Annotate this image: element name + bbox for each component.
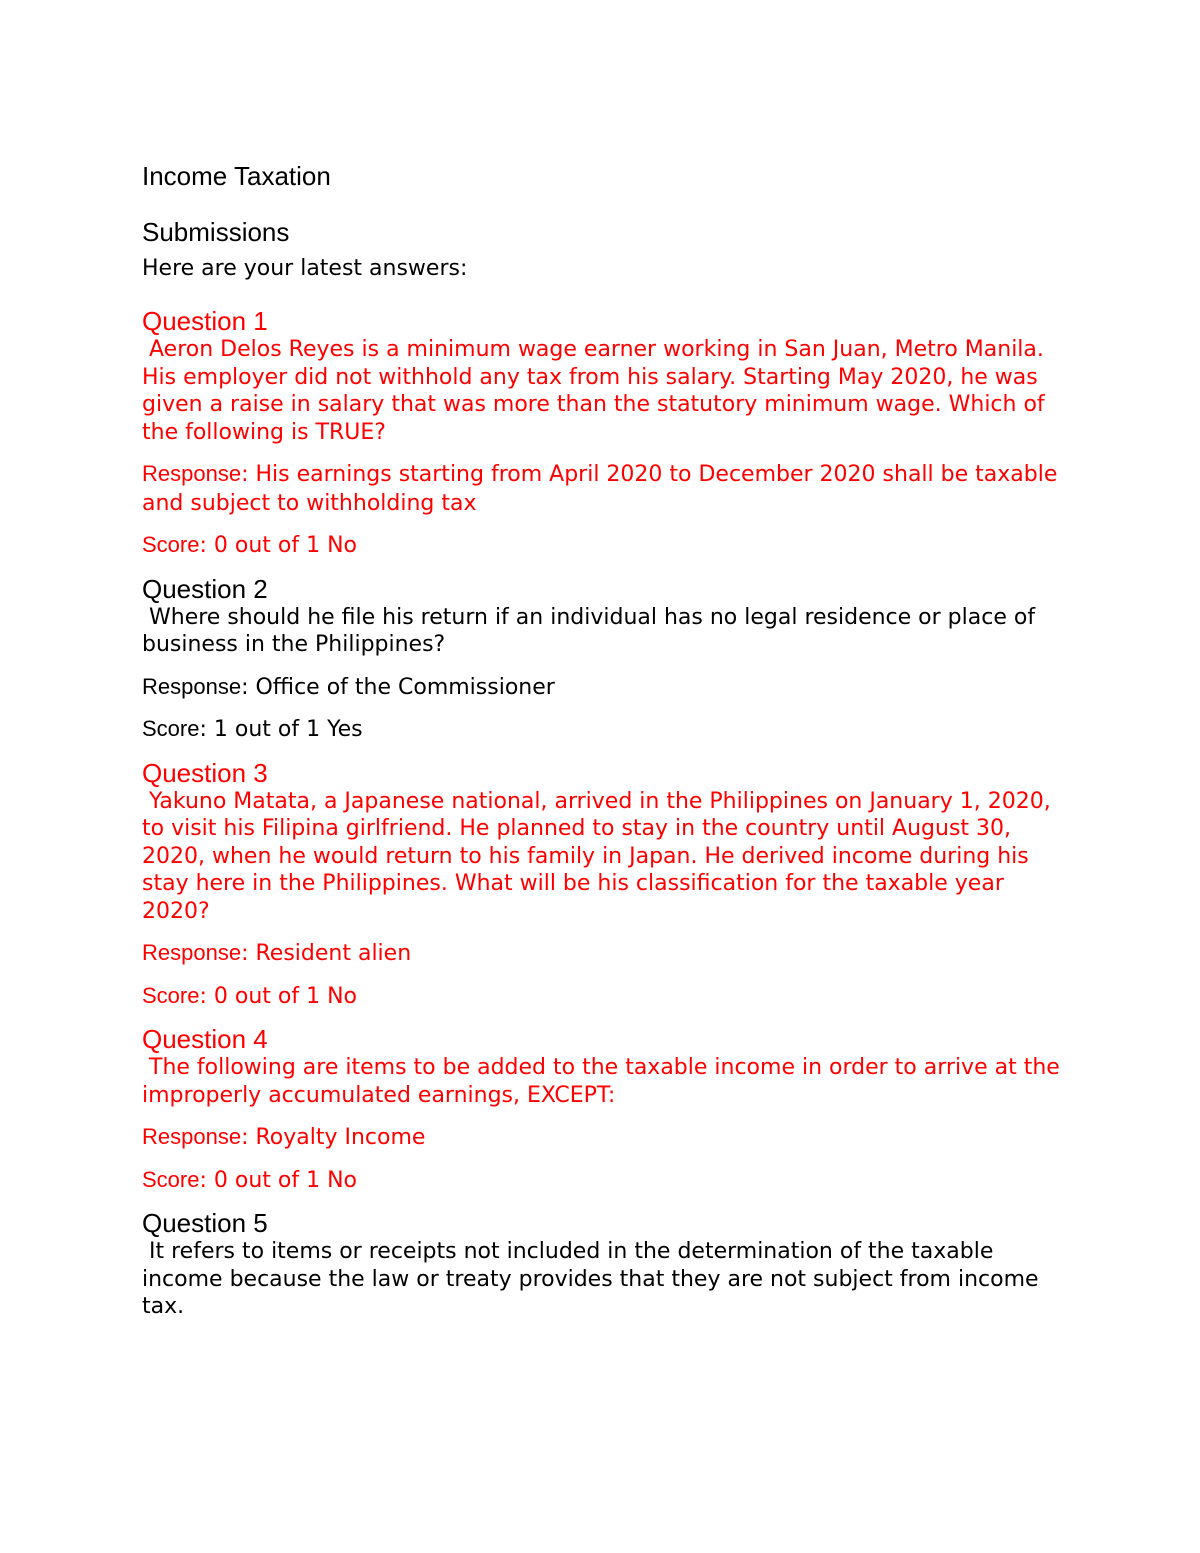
response-colon: : xyxy=(241,674,249,700)
score-line xyxy=(142,531,1072,560)
response-value: Royalty Income xyxy=(248,1125,426,1150)
document-page xyxy=(142,158,1072,1335)
score-colon: : xyxy=(199,983,207,1009)
score-label: Score xyxy=(142,716,200,741)
question-5 xyxy=(142,1208,1072,1321)
intro-text: Here are your latest answers: xyxy=(142,256,468,281)
response-colon: : xyxy=(241,941,249,966)
response-value: His earnings starting from April 2020 to December 2020 shall be taxable and subject to withholding tax xyxy=(142,462,1058,516)
question-text: Where should he file his return if an individual has no legal residence or place of business in the Philippines? xyxy=(142,604,1043,657)
response-value: Office of the Commissioner xyxy=(248,674,555,700)
score-line xyxy=(142,715,1072,744)
response-line xyxy=(142,673,1072,702)
question-3 xyxy=(142,758,1072,1011)
document-title: Income Taxation xyxy=(142,161,331,191)
question-text: Yakuno Matata, a Japanese national, arrived in the Philippines on January 1, 2020, to visit his Filipina girlfriend. He planned to stay in the country until August 30, 2020, when he would return to his family in Japan. He derived income during his stay here in the Philippines. What will be his classification for the taxable year 2020? xyxy=(142,788,1058,924)
score-label: Score xyxy=(142,1166,200,1192)
response-label: Response xyxy=(142,673,242,699)
score-label: Score xyxy=(142,982,200,1008)
question-text: Aeron Delos Reyes is a minimum wage earner working in San Juan, Metro Manila. His employer did not withhold any tax from his salary. Starting May 2020, he was given a raise in salary that was more than the statutory minimum wage. Which of the following is TRUE? xyxy=(142,337,1052,445)
response-colon: : xyxy=(241,462,249,487)
question-heading: Question 4 xyxy=(142,1024,268,1054)
score-colon: : xyxy=(199,717,207,742)
response-label: Response xyxy=(142,1124,242,1149)
question-heading: Question 5 xyxy=(142,1208,268,1238)
response-value: Resident alien xyxy=(248,941,412,966)
score-label: Score xyxy=(142,532,200,557)
score-value: 0 out of 1 No xyxy=(206,983,358,1009)
score-colon: : xyxy=(199,533,207,558)
score-value: 1 out of 1 Yes xyxy=(206,717,363,742)
question-text: It refers to items or receipts not included in the determination of the taxable income because the law or treaty provides that they are not subject from income tax. xyxy=(142,1239,1046,1319)
question-2 xyxy=(142,574,1072,744)
question-heading: Question 3 xyxy=(142,757,268,788)
question-heading: Question 1 xyxy=(142,306,268,336)
response-label: Response xyxy=(142,940,242,965)
response-colon: : xyxy=(241,1125,249,1150)
score-line xyxy=(142,982,1072,1011)
question-text: The following are items to be added to the taxable income in order to arrive at the improperly accumulated earnings, EXCEPT: xyxy=(142,1055,1067,1108)
score-line xyxy=(142,1166,1072,1195)
response-line xyxy=(142,460,1072,517)
question-4 xyxy=(142,1024,1072,1194)
response-label: Response xyxy=(142,461,242,486)
document-subtitle: Submissions xyxy=(142,217,290,247)
response-line xyxy=(142,939,1072,968)
score-value: 0 out of 1 No xyxy=(206,533,358,558)
question-1 xyxy=(142,306,1072,560)
question-heading: Question 2 xyxy=(142,573,268,604)
score-value: 0 out of 1 No xyxy=(206,1167,358,1193)
score-colon: : xyxy=(199,1167,207,1193)
response-line xyxy=(142,1123,1072,1152)
